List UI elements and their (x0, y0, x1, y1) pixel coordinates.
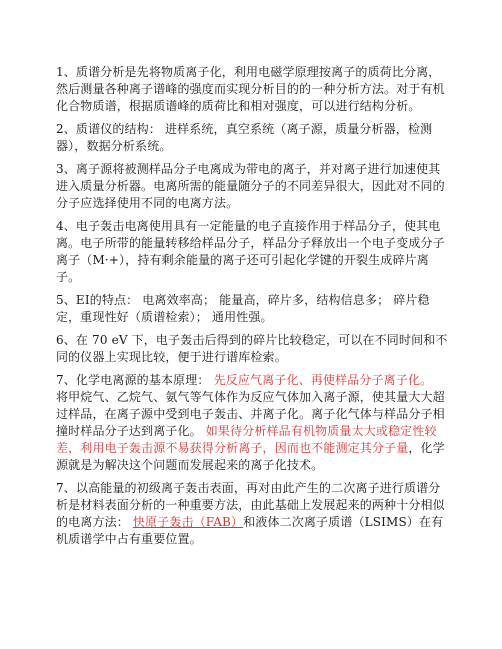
paragraph-5 (56, 292, 448, 326)
paragraph-text: 4、电子轰击电离使用具有一定能量的电子直接作用于样品分子，使其电离。电子所带的能量转移给样品分子，样品分子释放出一个电子变成分子离子（M·+），持有剩余能量的离子还可引起化学键的开裂生成碎片离子。 (56, 219, 445, 284)
paragraph-text: 2、质谱仪的结构： 进样系统，真空系统（离子源，质量分析器，检测器），数据分析系统。 (56, 122, 433, 153)
paragraph-1 (56, 64, 448, 115)
paragraph-text: 5、EI的特点： 电离效率高； 能量高，碎片多，结构信息多； 碎片稳定，重现性好（质谱检索）； 通用性强。 (56, 293, 430, 324)
highlighted-text: 如果待分析样品有机物质量太大或稳定性较差，利用电子轰击源不易获得分析离子，因而也不能测定其分子量 (56, 424, 437, 455)
document-page (56, 64, 448, 554)
paragraph-text: 将甲烷气、乙烷气、氨气等气体作为反应气体加入离子源，使其量大大超过样品，在离子源中受到电子轰击、并离子化。离子化气体与样品分子相撞时样品分子达到离子化。 (56, 390, 445, 438)
paragraph-text: 7、以高能量的初级离子轰击表面，再对由此产生的二次离子进行质谱分析是材料表面分析的一种重要方法，由此基础上发展起来的两种十分相似的电离方法： (56, 481, 445, 529)
paragraph-text: 和液体二次离子质谱（LSIMS）在有机质谱学中占有重要位置。 (56, 515, 444, 546)
highlighted-term-fab: 快原子轰击（FAB） (132, 515, 244, 529)
paragraph-4 (56, 218, 448, 286)
paragraph-7 (56, 372, 448, 474)
paragraph-text: ，化学源就是为解决这个问题而发展起来的离子化技术。 (56, 441, 445, 472)
paragraph-text: 3、离子源将被测样品分子电离成为带电的离子，并对离子进行加速使其进入质量分析器。电离所需的能量随分子的不同差异很大，因此对不同的分子应选择使用不同的电离方法。 (56, 162, 445, 210)
paragraph-text: 7、化学电离源的基本原理： (56, 373, 214, 387)
paragraph-text: 1、质谱分析是先将物质离子化，利用电磁学原理按离子的质荷比分离，然后测量各种离子谱峰的强度而实现分析目的的一种分析方法。对于有机化合物质谱，根据质谱峰的质荷比和相对强度，可以进行结构分析。 (56, 65, 445, 113)
paragraph-3 (56, 161, 448, 212)
paragraph-text: 6、在 70 eV 下，电子轰击后得到的碎片比较稳定，可以在不同时间和不同的仪器上实现比较，便于进行谱库检索。 (56, 333, 448, 364)
paragraph-6 (56, 332, 448, 366)
paragraph-2 (56, 121, 448, 155)
highlighted-text: 先反应气离子化、再使样品分子离子化。 (213, 373, 433, 387)
paragraph-8 (56, 480, 448, 548)
